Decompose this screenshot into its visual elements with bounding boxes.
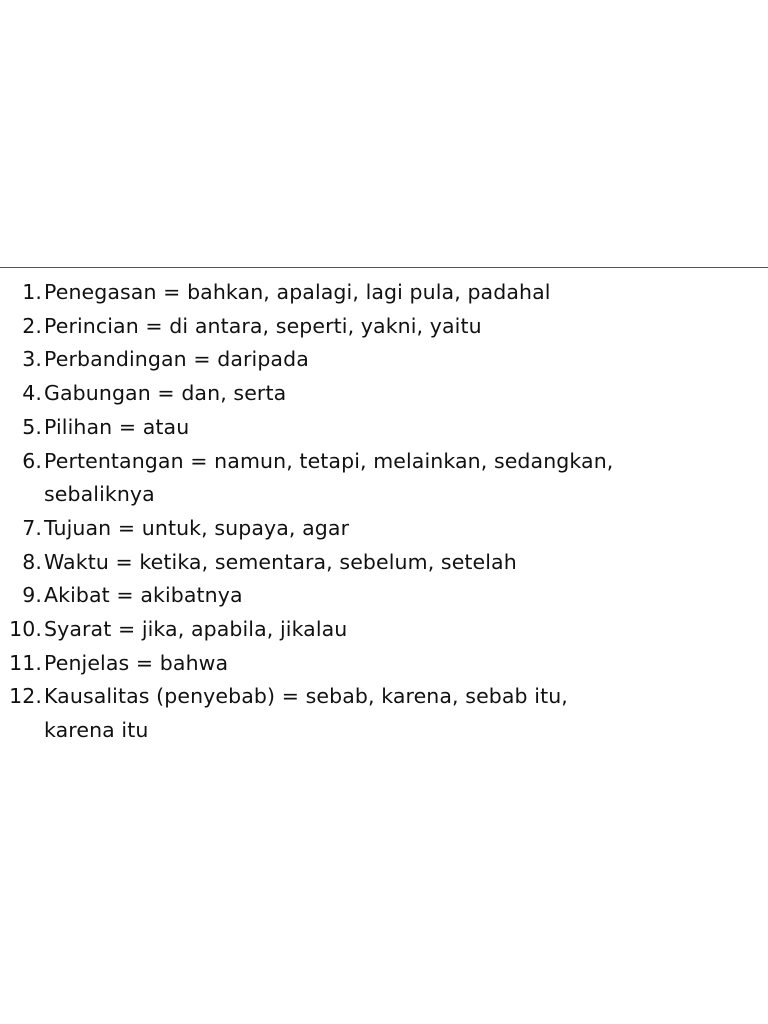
list-item-text: Pertentangan = namun, tetapi, melainkan, sedangkan, sebaliknya [44,448,614,507]
list-item [0,377,768,411]
list-item-number: 4. [22,381,42,406]
list-item-text: Kausalitas (penyebab) = sebab, karena, sebab itu, karena itu [44,684,568,743]
list-item [0,276,768,310]
list-item-text: Penjelas = bahwa [44,650,229,675]
list-item-text: Penegasan = bahkan, apalagi, lagi pula, padahal [44,280,551,304]
list-item [0,411,768,445]
list-item [0,445,768,512]
list-item-text: Akibat = akibatnya [44,583,243,608]
list-item-number: 1. [22,280,42,304]
conjunction-list [0,276,768,748]
list-item [0,546,768,580]
list-item-number: 7. [22,515,42,540]
list-item-text: Pilihan = atau [44,414,190,439]
list-item-number: 8. [22,549,42,574]
list-item [0,512,768,546]
list-item [0,579,768,613]
list-item-number: 10. [9,617,42,642]
list-item-number: 3. [22,347,42,372]
list-item-number: 9. [22,583,42,608]
list-item-number: 6. [22,448,42,473]
list-item [0,310,768,344]
list-item-text: Waktu = ketika, sementara, sebelum, setelah [44,549,517,574]
list-item [0,647,768,681]
list-item-text: Tujuan = untuk, supaya, agar [44,515,350,540]
list-item-number: 2. [22,313,42,338]
horizontal-divider [0,267,768,268]
list-item-text: Syarat = jika, apabila, jikalau [44,617,348,642]
list-item [0,613,768,647]
list-item [0,343,768,377]
list-item-number: 11. [9,650,42,675]
list-item-text: Gabungan = dan, serta [44,381,287,406]
list-item-text: Perincian = di antara, seperti, yakni, yaitu [44,313,482,338]
list-item-number: 5. [22,414,42,439]
list-item-text: Perbandingan = daripada [44,347,309,372]
list-item-number: 12. [9,684,42,709]
list-item [0,680,768,747]
